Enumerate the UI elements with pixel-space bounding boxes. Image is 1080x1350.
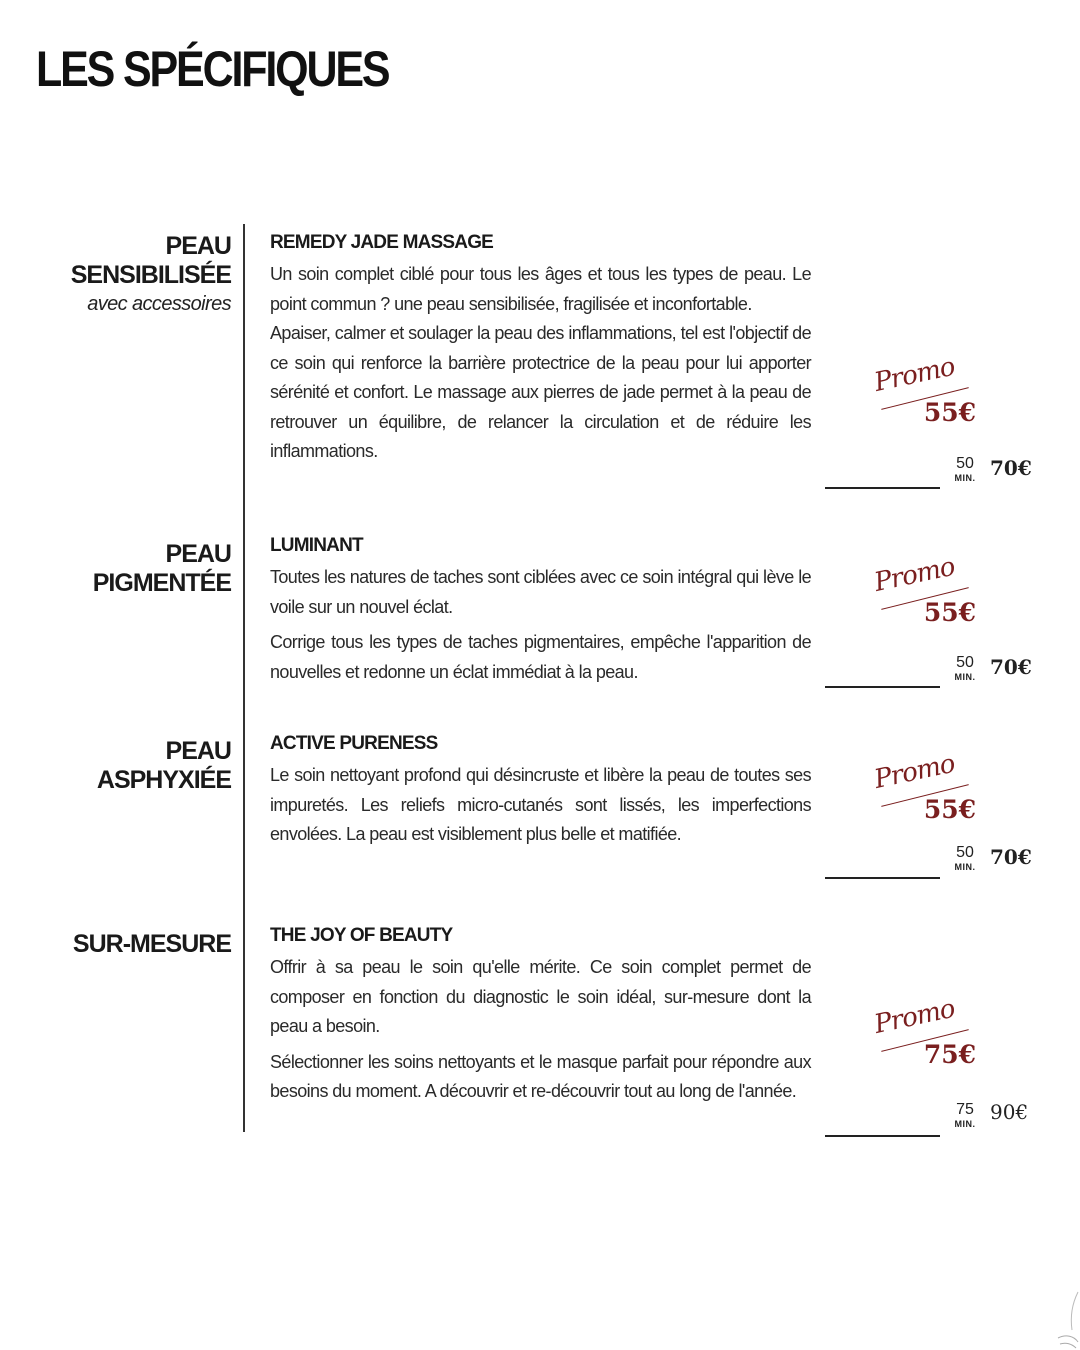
duration-value: 50 <box>956 844 974 861</box>
duration <box>950 845 980 873</box>
promo-price: 55€ <box>923 398 976 427</box>
service-name: LUMINANT <box>270 535 363 556</box>
category-line: PIGMENTÉE <box>92 569 231 597</box>
promo-badge <box>871 351 988 438</box>
description-paragraph: Apaiser, calmer et soulager la peau des inflammations, tel est l'objectif de ce soin qui renforce la barrière protectrice de la peau pour lui apporter sérénité et confort. Le massage aux pierres de jade permet à la peau de retrouver un équilibre, de relancer la circulation et de réduire les inflammations. <box>270 323 811 461</box>
duration-value: 75 <box>956 1101 974 1118</box>
regular-price: 70€ <box>990 456 1032 480</box>
service-name: REMEDY JADE MASSAGE <box>270 232 494 253</box>
duration-value: 50 <box>956 654 974 671</box>
description-paragraph: Toutes les natures de taches sont ciblées avec ce soin intégral qui lève le voile sur un nouvel éclat. <box>270 567 811 617</box>
promo-label: Promo <box>871 551 958 598</box>
corner-decoration-sketch <box>1048 1290 1080 1350</box>
service-name: THE JOY OF BEAUTY <box>270 925 453 946</box>
page-title: LES SPÉCIFIQUES <box>36 41 389 97</box>
price-leader-line <box>825 1135 940 1137</box>
promo-badge <box>871 551 988 638</box>
service-active-pureness <box>270 731 811 850</box>
duration <box>950 655 980 683</box>
promo-price: 55€ <box>923 598 976 627</box>
category-subtitle: avec accessoires <box>87 293 231 315</box>
promo-label: Promo <box>871 993 958 1040</box>
service-name: ACTIVE PURENESS <box>270 733 438 754</box>
category-line: SENSIBILISÉE <box>70 261 231 289</box>
service-description <box>270 563 811 687</box>
description-paragraph: Offrir à sa peau le soin qu'elle mérite. Ce soin complet permet de composer en fonction du diagnostic le soin idéal, sur-mesure dont la peau a besoin. <box>270 957 811 1036</box>
category-sensibilisee <box>71 232 231 318</box>
price-leader-line <box>825 487 940 489</box>
description-paragraph: Un soin complet ciblé pour tous les âges et tous les types de peau. Le point commun ? une peau sensibilisée, fragilisée et inconfortable. <box>270 264 811 314</box>
duration <box>950 456 980 484</box>
duration-unit: MIN. <box>954 473 976 483</box>
duration-value: 50 <box>956 455 974 472</box>
category-asphyxiee <box>97 737 231 795</box>
description-paragraph: Corrige tous les types de taches pigmentaires, empêche l'apparition de nouvelles et redonne un éclat immédiat à la peau. <box>270 632 811 682</box>
price-leader-line <box>825 686 940 688</box>
duration-unit: MIN. <box>954 1119 976 1129</box>
promo-label: Promo <box>871 351 958 398</box>
category-line: PEAU <box>165 540 231 568</box>
promo-price: 55€ <box>923 795 976 824</box>
description-paragraph: Sélectionner les soins nettoyants et le masque parfait pour répondre aux besoins du moment. A découvrir et re-découvrir tout au long de l'année. <box>270 1051 811 1101</box>
regular-price: 70€ <box>990 845 1032 869</box>
service-remedy-jade-massage <box>270 230 811 467</box>
service-luminant <box>270 533 811 687</box>
promo-label: Promo <box>871 748 958 795</box>
service-description <box>270 761 811 850</box>
category-line: PEAU <box>165 232 231 260</box>
category-pigmentee <box>93 540 231 598</box>
service-description <box>270 260 811 467</box>
category-line: SUR-MESURE <box>72 930 231 958</box>
duration-unit: MIN. <box>954 862 976 872</box>
category-line: ASPHYXIÉE <box>96 766 231 794</box>
category-line: PEAU <box>165 737 231 765</box>
description-paragraph: Le soin nettoyant profond qui désincruste et libère la peau de toutes ses impuretés. Les reliefs micro-cutanés sont lissés, les imperfections envolées. La peau est visiblement plus belle et matifiée. <box>270 765 811 844</box>
price-leader-line <box>825 877 940 879</box>
promo-badge <box>871 748 988 835</box>
regular-price: 70€ <box>990 655 1032 679</box>
vertical-divider <box>243 224 245 1132</box>
duration <box>950 1102 980 1130</box>
regular-price: 90€ <box>990 1100 1029 1124</box>
duration-unit: MIN. <box>954 672 976 682</box>
promo-price: 75€ <box>923 1040 976 1069</box>
category-sur-mesure <box>73 930 231 959</box>
service-description <box>270 953 811 1107</box>
promo-badge <box>871 993 988 1080</box>
service-the-joy-of-beauty <box>270 923 811 1107</box>
